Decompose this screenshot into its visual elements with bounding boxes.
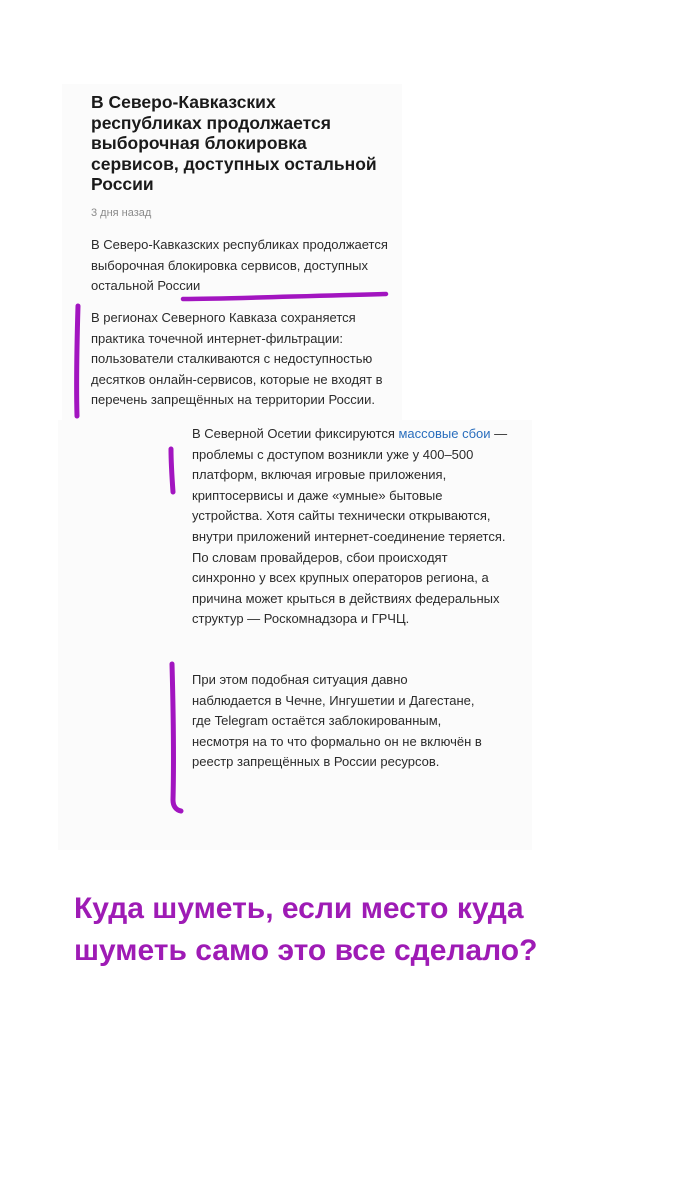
- article-date: 3 дня назад: [91, 207, 152, 219]
- paragraph-ossetia: [192, 424, 510, 630]
- article-title: В Северо-Кавказских республиках продолжается выборочная блокировка сервисов, доступных остальной России: [91, 92, 377, 194]
- mass-failures-link[interactable]: массовые сбои: [398, 426, 491, 441]
- paragraph-ossetia-rest: — проблемы с доступом возникли уже у 400–500 платформ, включая игровые приложения, криптосервисы и даже «умные» бытовые устройства. Хотя сайты технически открываются, внутри приложений интернет-соединение теряется. По словам провайдеров, сбои происходят синхронно у всех крупных операторов региона, а причина может крыться в действиях федеральных структур — Роскомнадзора и ГРЧЦ.: [192, 426, 508, 627]
- paragraph-regions: В регионах Северного Кавказа сохраняется практика точечной интернет-фильтрации: пользователи сталкиваются с недоступностью десятков онлайн-сервисов, которые не входят в перечень запрещённых на территории России.: [91, 310, 383, 408]
- paragraph-ossetia-start: В Северной Осетии фиксируются: [192, 426, 399, 441]
- article-lead: В Северо-Кавказских республиках продолжается выборочная блокировка сервисов, доступных остальной России: [91, 237, 388, 294]
- story-caption: Куда шуметь, если место куда шуметь само это все сделало?: [74, 892, 538, 967]
- paragraph-chechnya: При этом подобная ситуация давно наблюдается в Чечне, Ингушетии и Дагестане, где Telegram остаётся заблокированным, несмотря на то что формально он не включён в реестр запрещённых в России ресурсов.: [192, 672, 482, 770]
